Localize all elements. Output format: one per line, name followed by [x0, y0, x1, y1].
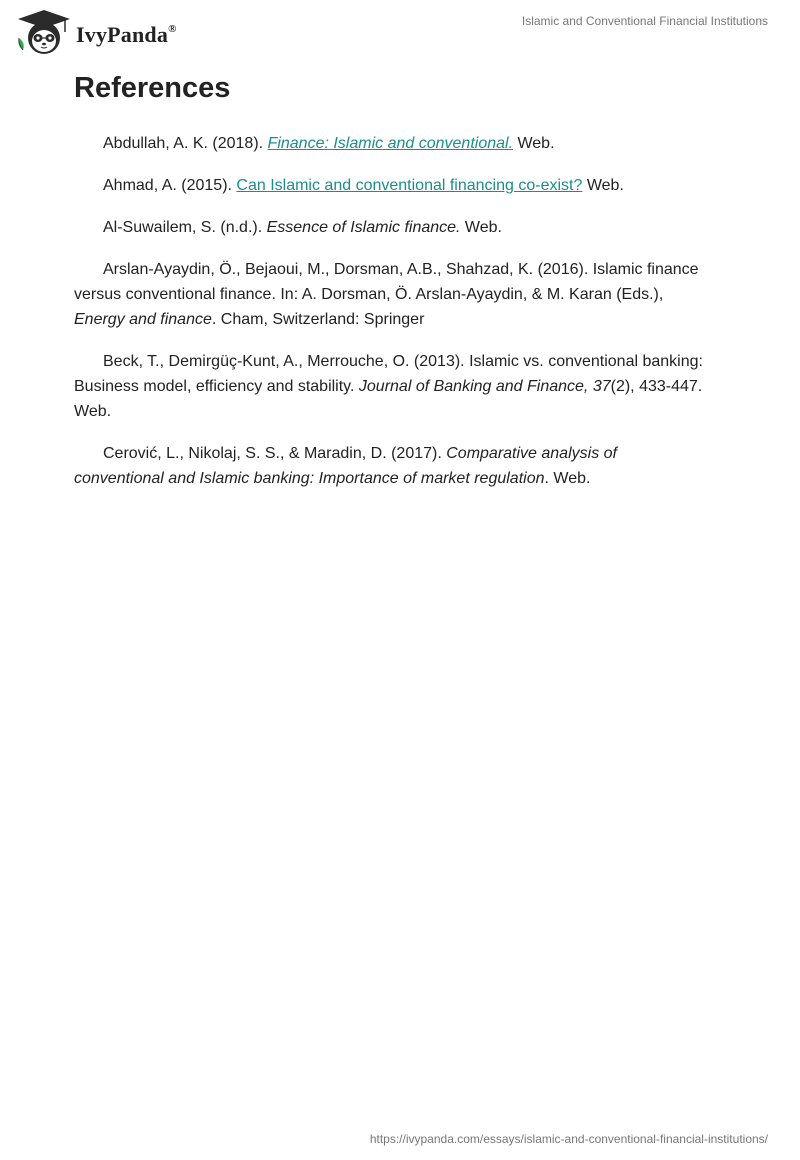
reference-item: Al-Suwailem, S. (n.d.). Essence of Islamic finance. Web.: [103, 219, 502, 236]
panda-graduate-icon: [14, 8, 74, 58]
page-header: [0, 0, 800, 70]
document-title: Islamic and Conventional Financial Institutions: [521, 14, 768, 28]
reference-item: Abdullah, A. K. (2018). Finance: Islamic and conventional. Web.: [103, 135, 555, 152]
reference-item: Beck, T., Demirgüç-Kunt, A., Merrouche, O. (2013). Islamic vs. conventional banking: Business model, efficiency and stability. Journal of Banking and Finance, 37(2), 433-447. Web.: [74, 353, 703, 420]
reference-link[interactable]: Can Islamic and conventional financing co-exist?: [236, 177, 583, 194]
source-url[interactable]: https://ivypanda.com/essays/islamic-and-conventional-financial-institutions/: [369, 1132, 768, 1146]
reference-item: Arslan-Ayaydin, Ö., Bejaoui, M., Dorsman, A.B., Shahzad, K. (2016). Islamic finance versus conventional finance. In: A. Dorsman, Ö. Arslan-Ayaydin, & M. Karan (Eds.), Energy and finance. Cham, Switzerland: Springer: [74, 261, 699, 328]
page-title: References: [74, 72, 231, 104]
brand-name: IvyPanda®: [76, 22, 177, 47]
reference-list: [74, 131, 704, 508]
ivypanda-logo[interactable]: [14, 8, 177, 58]
reference-item: Ahmad, A. (2015). Can Islamic and conventional financing co-exist? Web.: [103, 177, 624, 194]
reference-link[interactable]: Finance: Islamic and conventional.: [267, 135, 514, 152]
reference-item: Cerović, L., Nikolaj, S. S., & Maradin, D. (2017). Comparative analysis of conventional and Islamic banking: Importance of market regulation. Web.: [74, 445, 617, 487]
